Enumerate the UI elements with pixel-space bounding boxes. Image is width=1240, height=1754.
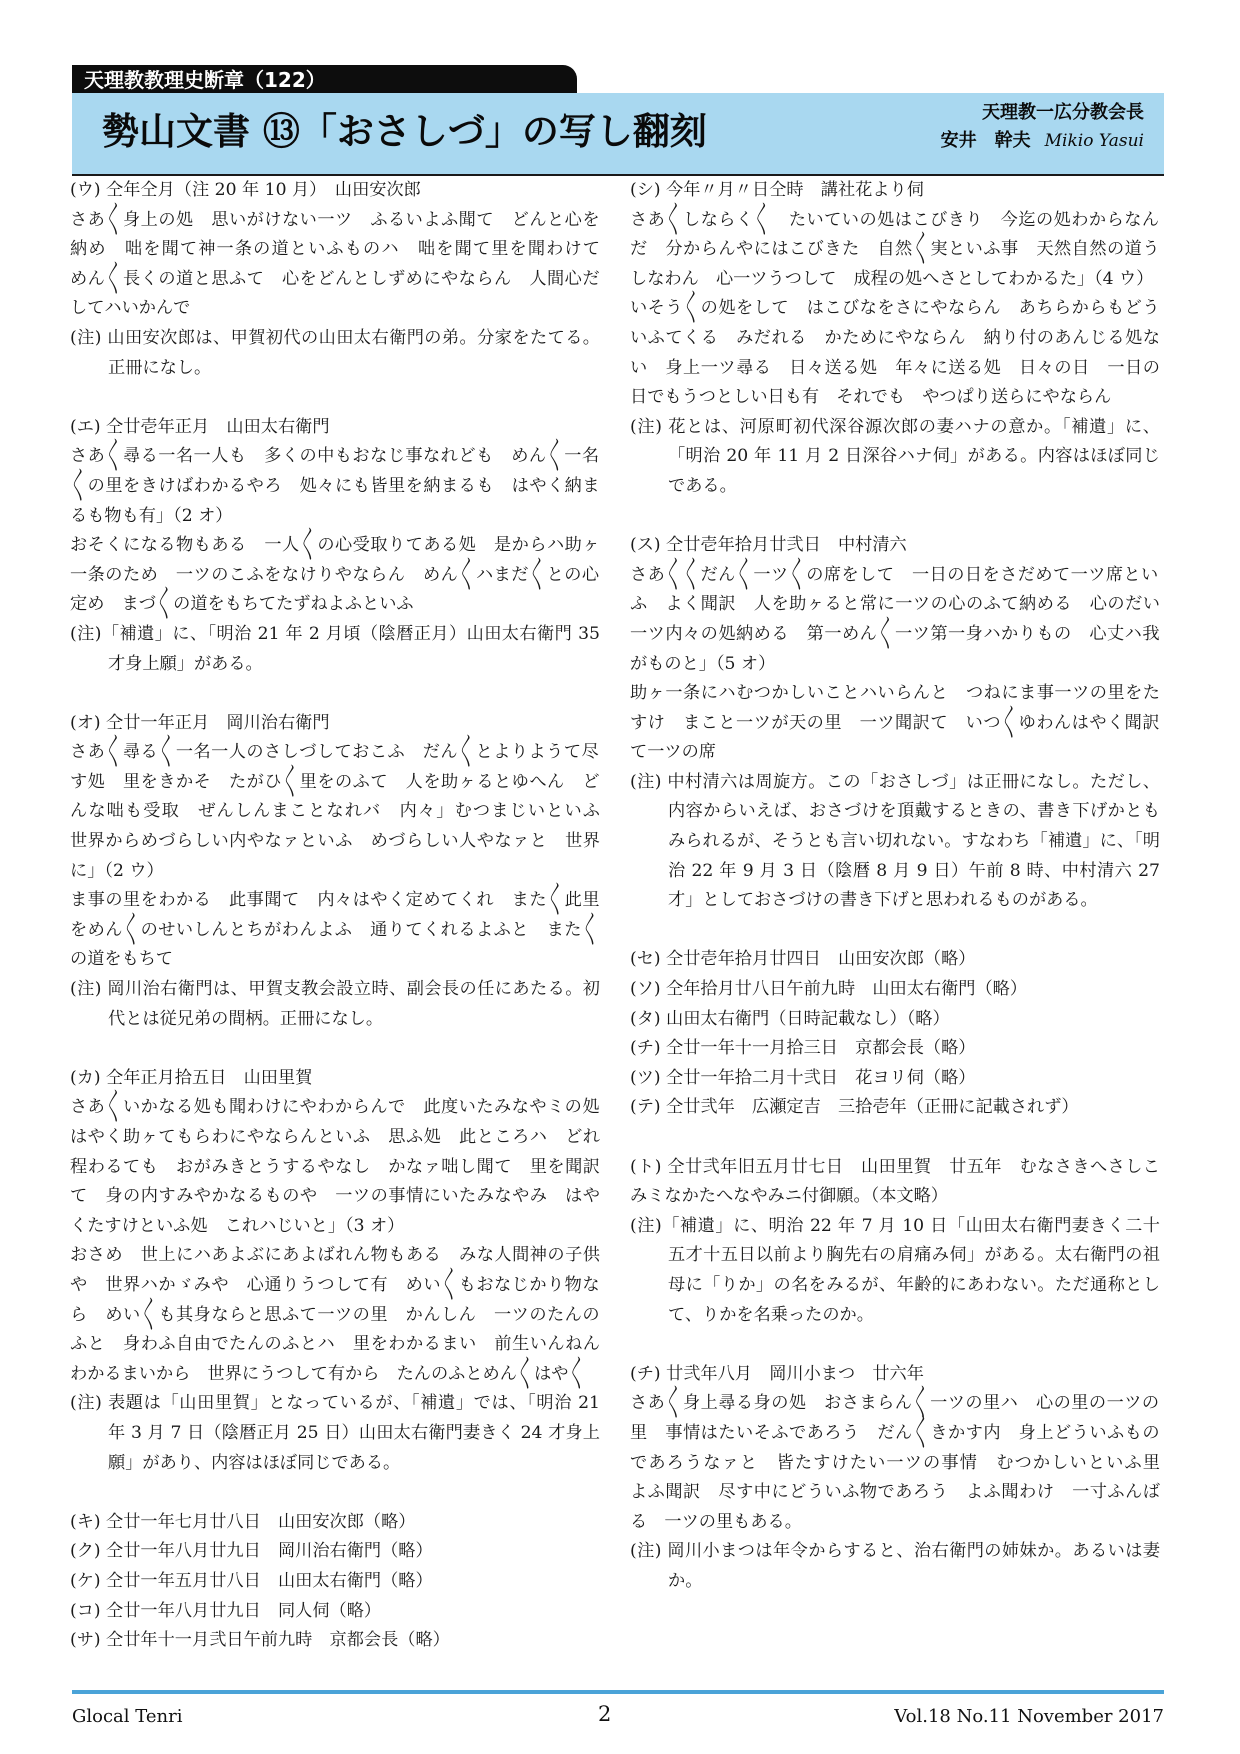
article-title: 勢山文書 ⑬「おさしづ」の写し翻刻 bbox=[102, 109, 707, 153]
author-block bbox=[941, 99, 1144, 155]
entry-note: (注) 岡川治右衛門は、甲賀支教会設立時、副会長の任にあたる。初代とは従兄弟の間柄。正冊になし。 bbox=[70, 979, 600, 1029]
entry-note: (注) 岡川小まつは年令からすると、治右衛門の姉妹か。あるいは妻か。 bbox=[630, 1541, 1160, 1591]
list-item: (ケ) 仝廿一年五月廿八日 山田太右衛門（略） bbox=[70, 1570, 433, 1591]
list-item: (テ) 仝廿弐年 広瀬定吉 三拾壱年（正冊に記載されず） bbox=[630, 1097, 1079, 1118]
entry-body: さあ〳〵いかなる処も聞わけにやわからんで 此度いたみなやミの処 はやく助ヶてもらわにやならんといふ 思ふ処 此ところハ どれ程わるても おがみきとうするやなし かなァ咄し聞て 里を聞訳て 身の内すみやかなるものや 一ツの事情にいたみなやみ はやくたすけといふ処 これハじいと」（3 オ） bbox=[70, 1097, 618, 1236]
entry-note: (注)「補遺」に、明治 22 年 7 月 10 日「山田太右衛門妻きく二十五才十五日以前より胸先右の肩痛み伺」がある。太右衛門の祖母に「りか」の名をみるが、年齢的にあわない。ただ通称として、りかを名乗ったのか。 bbox=[630, 1215, 1160, 1325]
entry-heading: (チ) 廿弐年八月 岡川小まつ 廿六年 bbox=[630, 1363, 924, 1384]
entry-heading: (エ) 仝廿壱年正月 山田太右衛門 bbox=[70, 416, 330, 437]
entry-body: さあ〳〵しならく〳〵 たいていの処はこびきり 今迄の処わからなんだ 分からんやにはこびきた 自然〳〵実といふ事 天然自然の道うしなわん 心一ツうつして 成程の処へさとしてわかるた」（4 ウ） bbox=[630, 209, 1160, 289]
abbreviated-list-left bbox=[70, 1508, 600, 1656]
list-item: (タ) 山田太右衛門（日時記載なし）（略） bbox=[630, 1008, 950, 1029]
entry-body: さあ〳〵〳〵だん〳〵一ツ〳〵の席をして 一日の日をさだめて一ツ席といふ よく聞訳 人を助ヶると常に一ツの心のふて納める 心のだい一ツ内々の処納める 第一めん〳〵一ツ第一身ハかりもの 心丈ハ我がものと」（5 オ） bbox=[630, 564, 1160, 674]
entry-heading: (シ) 今年〃月〃日仝時 講社花より伺 bbox=[630, 180, 924, 200]
issue-info: Vol.18 No.11 November 2017 bbox=[894, 1706, 1164, 1727]
entry-body-continued: いそう〳〵の処をして はこびなをさにやならん あちらからもどういふてくる みだれる かためにやならん 納り付のあんじる処ない 身上一ツ尋る 日々送る処 年々に送る処 日々の日 一日の日でもうつとしい日も有 それでも やつぱり送らにやならん bbox=[630, 298, 1160, 408]
entry-body-continued: 助ヶ一条にハむつかしいことハいらんと つねにま事一ツの里をたすけ まこと一ツが天の里 一ツ聞訳て いつ〳〵ゆわんはやく聞訳て一ツの席 bbox=[630, 683, 1160, 763]
entry-u bbox=[70, 176, 618, 383]
title-panel bbox=[72, 93, 1164, 175]
entry-e bbox=[70, 413, 600, 679]
author-name-line bbox=[941, 127, 1144, 155]
list-item: (コ) 仝廿一年八月廿九日 同人伺（略） bbox=[70, 1600, 382, 1621]
entry-body-continued: おそくになる物もある 一人〳〵の心受取りてある処 是からハ助ヶ一条のため 一ツのこふをなけりやならん めん〳〵ハまだ〳〵との心定め まづ〳〵の道をもちてたずねよふといふ bbox=[70, 535, 600, 615]
entry-heading: (ウ) 仝年仝月（注 20 年 10 月） 山田安次郎 bbox=[70, 180, 421, 200]
article-header bbox=[72, 65, 1164, 175]
author-role: 天理教一広分教会長 bbox=[982, 102, 1144, 123]
entry-body: さあ〳〵尋る〳〵一名一人のさしづしておこふ だん〳〵とよりようて尽す処 里をきかそ たがひ〳〵里をのふて 人を助ヶるとゆへん どんな咄も受取 ぜんしんまことなれバ 内々」むつまじいといふ 世界からめづらしい内やなァといふ めづらしい人やなァと 世界に」（2 ウ） bbox=[70, 742, 618, 881]
author-name: 安井 幹夫 bbox=[940, 130, 1031, 151]
entry-ka bbox=[70, 1064, 618, 1478]
left-column bbox=[70, 176, 618, 1656]
entry-heading: (カ) 仝年正月拾五日 山田里賀 bbox=[70, 1067, 313, 1088]
entry-note: (注) 表題は「山田里賀」となっているが、「補遺」では、「明治 21 年 3 月 7 日（陰暦正月 25 日）山田太右衛門妻きく 24 才身上願」があり、内容はほぼ同じである。 bbox=[70, 1393, 600, 1473]
list-item: (ク) 仝廿一年八月廿九日 岡川治右衛門（略） bbox=[70, 1541, 433, 1562]
entry-to bbox=[630, 1153, 1160, 1331]
page-number: 2 bbox=[598, 1702, 612, 1726]
entry-body: さあ〳〵身上尋る身の処 おさまらん〳〵一ツの里ハ 心の里の一ツの里 事情はたいそふであろう だん〳〵きかす内 身上どういふものであろうなァと 皆たすけたい一ツの事情 むつかしいといふ里 よふ聞訳 尽す中にどういふ物であろう よふ聞わけ 一寸ふんばる 一ツの里もある。 bbox=[630, 1393, 1178, 1532]
publication-name: Glocal Tenri bbox=[72, 1706, 183, 1727]
list-item: (セ) 仝廿壱年拾月廿四日 山田安次郎（略） bbox=[630, 949, 976, 970]
entry-body-continued: おさめ 世上にハあよぶにあよばれん物もある みな人間神の子供や 世界ハかゞみや 心通りうつして有 めい〳〵もおなじかり物なら めい〳〵も其身ならと思ふて一ツの里 かんしん 一ツのたんのふと 身わふ自由でたんのふとハ 里をわかるまい 前生いんねんわかるまいから 世界にうつして有から たんのふとめん〳〵はや〳〵 bbox=[70, 1245, 600, 1384]
entry-note: (注)「補遺」に、「明治 21 年 2 月頃（陰暦正月）山田太右衛門 35 才身上願」がある。 bbox=[70, 623, 600, 674]
entry-body: さあ〳〵身上の処 思いがけない一ツ ふるいよふ聞て どんと心を納め 咄を聞て神一条の道といふものハ 咄を聞て里を聞わけて めん〳〵長くの道と思ふて 心をどんとしずめにやならん 人間心だしてハいかんで bbox=[70, 209, 618, 319]
right-column bbox=[630, 176, 1178, 1597]
entry-note: (注) 中村清六は周旋方。この「おさしづ」は正冊になし。ただし、内容からいえば、おさづけを頂戴するときの、書き下げかともみられるが、そうとも言い切れない。すなわち「補遺」に、「明治 22 年 9 月 3 日（陰暦 8 月 9 日）午前 8 時、中村清六 27 才」としておさづけの書き下げと思われるものがある。 bbox=[630, 771, 1160, 911]
list-item: (キ) 仝廿一年七月廿八日 山田安次郎（略） bbox=[70, 1511, 416, 1532]
entry-shi bbox=[630, 176, 1160, 502]
list-item: (チ) 仝廿一年十一月拾三日 京都会長（略） bbox=[630, 1038, 976, 1059]
list-item: (サ) 仝廿年十一月弐日午前九時 京都会長（略） bbox=[70, 1630, 450, 1651]
entry-body-continued: ま事の里をわかる 此事聞て 内々はやく定めてくれ また〳〵此里をめん〳〵のせいしんとちがわんよふ 通りてくれるよふと また〳〵の道をもちて bbox=[70, 890, 600, 970]
list-item: (ツ) 仝廿一年拾二月十弐日 花ヨリ伺（略） bbox=[630, 1067, 976, 1088]
abbreviated-list-right bbox=[630, 945, 1160, 1123]
footer-rule bbox=[72, 1690, 1164, 1694]
entry-body: さあ〳〵尋る一名一人も 多くの中もおなじ事なれども めん〳〵一名〳〵の里をきけばわかるやろ 処々にも皆里を納まるも はやく納まるも物も有」（2 オ） bbox=[70, 446, 600, 526]
list-item: (ソ) 仝年拾月廿八日午前九時 山田太右衛門（略） bbox=[630, 979, 1028, 1000]
entry-su bbox=[630, 531, 1160, 916]
entry-heading: (ス) 仝廿壱年拾月廿弐日 中村清六 bbox=[630, 535, 907, 556]
series-label: 天理教教理史断章（122） bbox=[72, 65, 577, 95]
author-romaji: Mikio Yasui bbox=[1044, 131, 1144, 151]
entry-o bbox=[70, 709, 618, 1035]
entry-heading: (ト) 仝廿弐年旧五月廿七日 山田里賀 廿五年 むなさきへさしこみミなかたへなやみニ付御願。（本文略） bbox=[630, 1156, 1160, 1207]
entry-heading: (オ) 仝廿一年正月 岡川治右衛門 bbox=[70, 712, 330, 733]
entry-note: (注) 花とは、河原町初代深谷源次郎の妻ハナの意か。「補遺」に、「明治 20 年 11 月 2 日深谷ハナ伺」がある。内容はほぼ同じである。 bbox=[630, 416, 1160, 496]
entry-note: (注) 山田安次郎は、甲賀初代の山田太右衛門の弟。分家をたてる。正冊になし。 bbox=[70, 327, 600, 378]
entry-chi bbox=[630, 1360, 1178, 1597]
